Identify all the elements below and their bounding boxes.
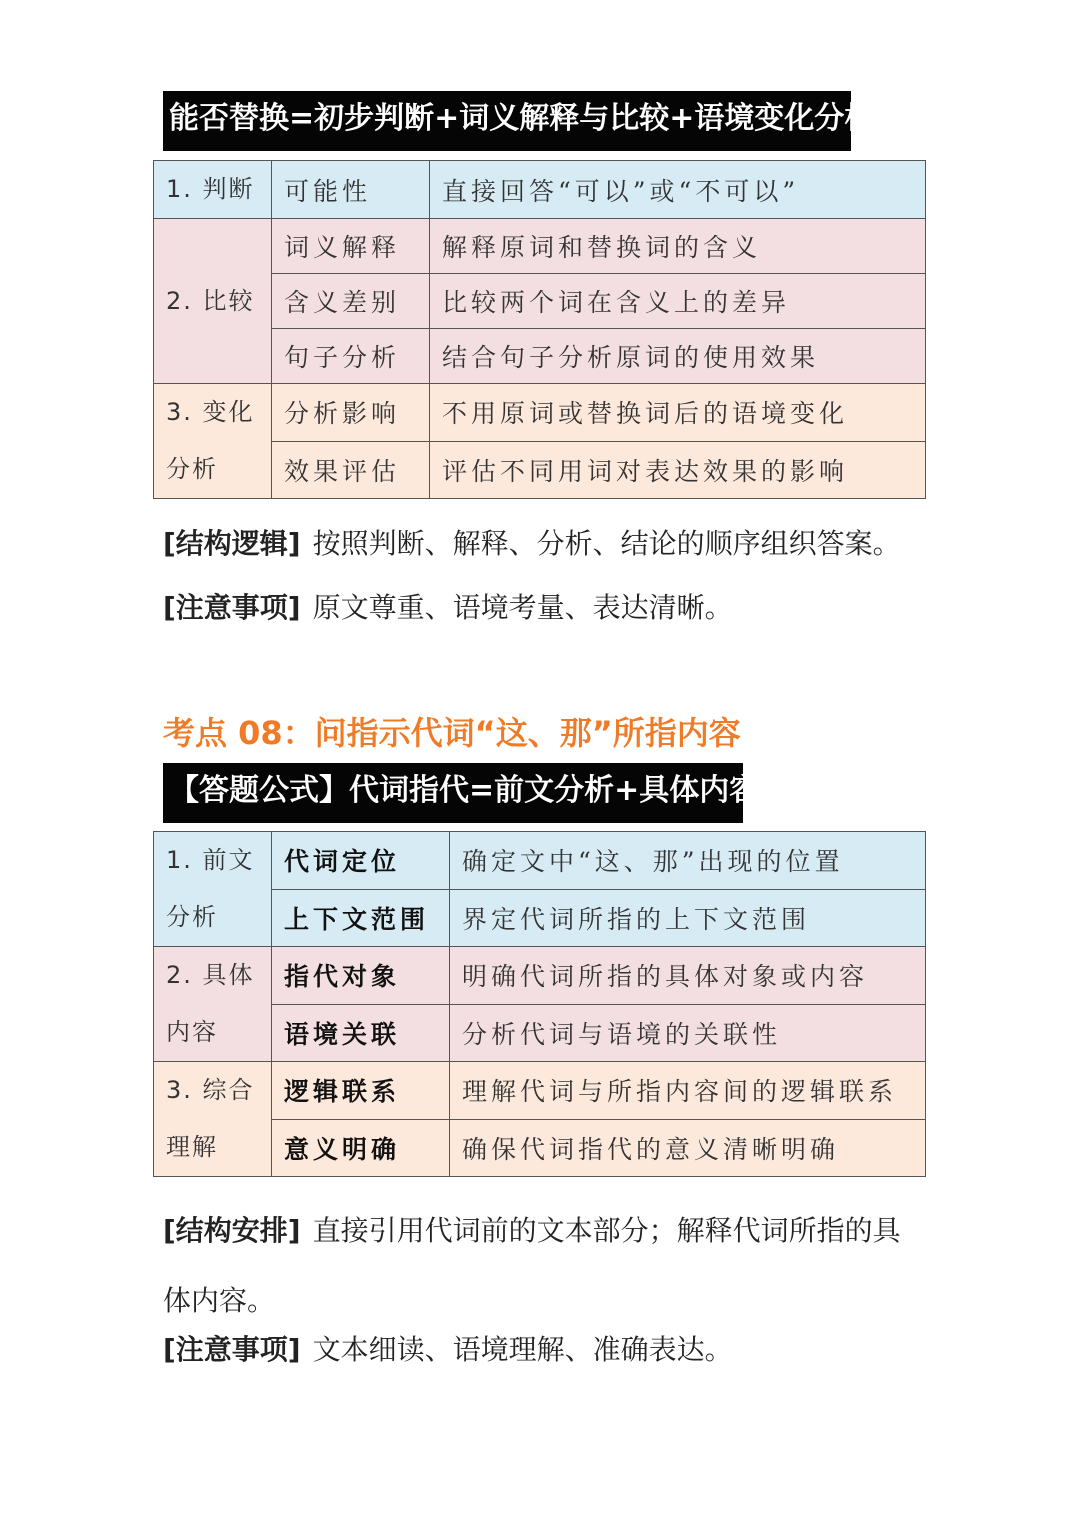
label-cell: 句子分析 [272, 329, 430, 384]
answer-table-1 [153, 160, 926, 499]
label-cell: 逻辑联系 [272, 1062, 450, 1120]
label-cell: 上下文范围 [272, 889, 450, 947]
desc-cell: 确定文中“这、那”出现的位置 [450, 832, 926, 890]
notice-text: 文本细读、语境理解、准确表达。 [312, 1333, 733, 1366]
desc-cell: 结合句子分析原词的使用效果 [430, 329, 926, 384]
desc-cell: 不用原词或替换词后的语境变化 [430, 384, 926, 442]
label-cell: 代词定位 [272, 832, 450, 890]
table-row [154, 161, 926, 219]
desc-cell: 比较两个词在含义上的差异 [430, 274, 926, 329]
structure-note-2 [163, 1196, 923, 1336]
structure-label: [结构安排] [163, 1214, 301, 1247]
table-row [154, 1062, 926, 1120]
desc-cell: 直接回答“可以”或“不可以” [430, 161, 926, 219]
structure-label: [结构逻辑] [163, 527, 301, 560]
desc-cell: 解释原词和替换词的含义 [430, 219, 926, 274]
notice-note-1 [163, 590, 733, 626]
notice-label: [注意事项] [163, 591, 301, 624]
structure-note-1 [163, 526, 901, 562]
table-row [154, 947, 926, 1005]
desc-cell: 分析代词与语境的关联性 [450, 1004, 926, 1062]
table-row [154, 832, 926, 890]
category-cell: 1. 前文分析 [154, 832, 272, 947]
notice-note-2 [163, 1332, 733, 1368]
table-row [154, 384, 926, 442]
notice-text: 原文尊重、语境考量、表达清晰。 [312, 591, 733, 624]
label-cell: 分析影响 [272, 384, 430, 442]
section-heading: 考点 08：问指示代词“这、那”所指内容 [163, 714, 741, 752]
label-cell: 效果评估 [272, 441, 430, 499]
formula-bar-1: 能否替换=初步判断+词义解释与比较+语境变化分析 [163, 91, 851, 151]
label-cell: 词义解释 [272, 219, 430, 274]
desc-cell: 评估不同用词对表达效果的影响 [430, 441, 926, 499]
desc-cell: 明确代词所指的具体对象或内容 [450, 947, 926, 1005]
category-cell: 2. 比较 [154, 219, 272, 384]
label-cell: 指代对象 [272, 947, 450, 1005]
notice-label: [注意事项] [163, 1333, 301, 1366]
label-cell: 语境关联 [272, 1004, 450, 1062]
desc-cell: 理解代词与所指内容间的逻辑联系 [450, 1062, 926, 1120]
answer-table-2 [153, 831, 926, 1177]
label-cell: 意义明确 [272, 1119, 450, 1177]
formula-bar-2: 【答题公式】代词指代=前文分析+具体内容 [163, 763, 743, 823]
label-cell: 可能性 [272, 161, 430, 219]
desc-cell: 界定代词所指的上下文范围 [450, 889, 926, 947]
category-cell: 2. 具体内容 [154, 947, 272, 1062]
structure-text: 按照判断、解释、分析、结论的顺序组织答案。 [312, 527, 901, 560]
desc-cell: 确保代词指代的意义清晰明确 [450, 1119, 926, 1177]
label-cell: 含义差别 [272, 274, 430, 329]
table-row [154, 219, 926, 274]
category-cell: 1. 判断 [154, 161, 272, 219]
category-cell: 3. 综合理解 [154, 1062, 272, 1177]
category-cell: 3. 变化分析 [154, 384, 272, 499]
structure-text: 直接引用代词前的文本部分；解释代词所指的具体内容。 [163, 1214, 901, 1317]
